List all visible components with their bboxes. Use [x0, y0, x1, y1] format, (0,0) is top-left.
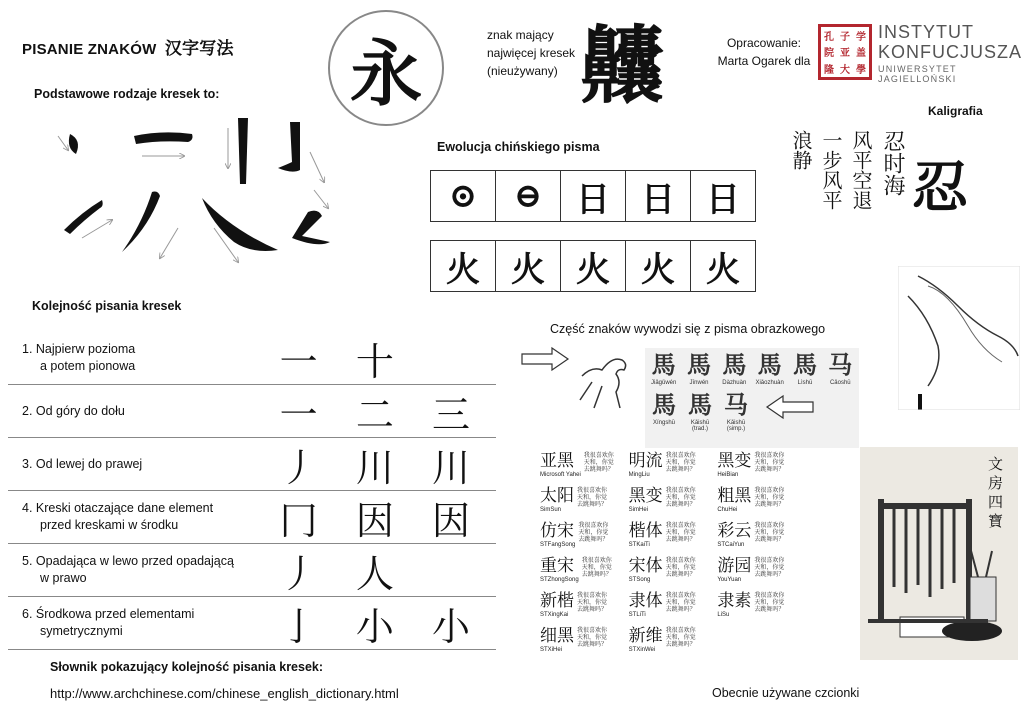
logo-char: 學	[856, 65, 866, 77]
font-text-block: 我很喜欢你 天和，你觉 去跳舞吗？	[665, 627, 696, 648]
font-chars: 黑变	[628, 486, 663, 506]
stroke-order-label	[8, 341, 264, 375]
stroke-order-char: 小	[431, 604, 470, 649]
font-name: STLiTi	[628, 612, 646, 618]
horse-script-name: Xíngshū	[652, 420, 676, 426]
calligraphy-heading: Kaligrafia	[928, 104, 983, 118]
most-strokes-note-line: (nieużywany)	[487, 64, 558, 78]
stroke-bend	[292, 190, 330, 244]
font-chars: 仿宋	[540, 521, 574, 541]
font-chars: 重宋	[540, 556, 574, 576]
font-chars: 明流	[628, 451, 663, 471]
evolution-cell: 火	[706, 249, 740, 290]
most-strokes-note-line: znak mający	[487, 28, 554, 42]
calligraphy-column: 浪静	[789, 130, 813, 170]
font-chars: 楷体	[628, 521, 663, 541]
stroke-order-char: 亅	[279, 604, 318, 649]
dictionary-link[interactable]: http://www.archchinese.com/chinese_english_dictionary.html	[50, 686, 399, 701]
stroke-order-chars	[264, 490, 496, 545]
font-name: STSong	[628, 577, 651, 583]
horse-script-cell	[682, 350, 715, 386]
font-sample	[540, 592, 623, 619]
label-line: przed kreskami w środku	[40, 518, 179, 532]
four-treasures-illustration	[860, 447, 1018, 660]
horse-script-name: Lìshū	[797, 380, 813, 386]
stroke-order-row	[8, 438, 496, 491]
logo-char: 亚	[840, 48, 850, 60]
stroke-order-table	[8, 332, 496, 650]
calligraphy-column: 一步风平	[819, 130, 843, 210]
font-sample	[629, 522, 712, 549]
stroke-order-char: 三	[431, 392, 470, 437]
label-line: symetrycznymi	[40, 624, 123, 638]
logo-char: 大	[840, 65, 850, 77]
stroke-order-char: 川	[355, 445, 394, 490]
evolution-cell: ⊖	[496, 171, 561, 221]
font-text-block: 我很喜欢你 天和，你觉 去跳舞吗？	[665, 557, 696, 578]
logo-char: 盖	[856, 48, 866, 60]
evolution-row-fire	[430, 240, 756, 292]
horse-script-cell	[683, 390, 717, 432]
font-name: STFangSong	[540, 542, 576, 548]
stroke-order-label	[8, 606, 264, 640]
calligraphy-sample	[790, 130, 1020, 240]
font-name: STXiHei	[540, 647, 563, 653]
stroke-vertical	[228, 118, 248, 184]
logo-char: 学	[856, 31, 866, 43]
fonts-caption: Obecnie używane czcionki	[712, 686, 860, 700]
font-name: SimSun	[540, 507, 562, 513]
stroke-order-heading: Kolejność pisania kresek	[32, 299, 182, 313]
stroke-order-char: 川	[431, 445, 470, 490]
font-text-block: 我很喜欢你 天和，你觉 去跳舞吗？	[583, 452, 614, 473]
stroke-order-chars	[264, 543, 496, 598]
evolution-cell: 火	[496, 241, 561, 291]
font-chars: 黑变	[717, 451, 752, 471]
font-sample	[540, 452, 623, 479]
font-sample	[540, 522, 623, 549]
calligraphy-column: 忍时海	[880, 130, 905, 196]
label-line: 6. Środkowa przed elementami	[22, 607, 195, 621]
font-text-block: 我很喜欢你 天和，你觉 去跳舞吗？	[754, 522, 785, 543]
font-chars: 粗黑	[717, 486, 752, 506]
institute-subtitle: UNIWERSYTET JAGIELLOŃSKI	[878, 64, 957, 84]
horse-script-name: Jīnwén	[689, 380, 709, 386]
font-chars: 太阳	[540, 486, 574, 506]
pictographic-illustration	[898, 266, 1020, 410]
logo-char: 孔	[824, 31, 834, 43]
stroke-order-label	[8, 553, 264, 587]
horse-glyph: 馬	[651, 350, 676, 379]
page-title-chinese: 汉字写法	[164, 39, 234, 59]
font-name: STKaiTi	[628, 542, 650, 548]
page-title	[22, 34, 234, 59]
stroke-order-row	[8, 332, 496, 385]
stroke-order-char	[416, 543, 486, 598]
font-sample	[629, 592, 712, 619]
stroke-order-char: 十	[355, 339, 394, 384]
stroke-order-char	[416, 331, 486, 386]
credit	[714, 34, 814, 70]
title-char: 四	[988, 493, 1004, 511]
evolution-cell: 火	[626, 241, 691, 291]
evolution-heading: Ewolucja chińskiego pisma	[437, 140, 600, 154]
horse-script-cell	[719, 390, 753, 432]
font-sample	[540, 627, 623, 654]
horse-script-name: Cǎoshū	[829, 380, 851, 386]
stroke-right-falling	[202, 198, 278, 262]
calligraphy-big-character: 忍	[912, 155, 968, 221]
font-text-block: 我很喜欢你 天和，你觉 去跳舞吗？	[577, 627, 608, 648]
font-sample	[629, 557, 712, 584]
stroke-order-char: 因	[431, 498, 470, 543]
horse-glyph: 马	[828, 350, 853, 379]
font-sample	[717, 557, 800, 584]
font-text-block: 我很喜欢你 天和，你觉 去跳舞吗？	[665, 487, 696, 508]
stroke-order-row	[8, 597, 496, 650]
font-chars: 隶素	[717, 591, 752, 611]
horse-glyph: 馬	[757, 350, 782, 379]
font-sample	[717, 522, 800, 549]
font-sample	[629, 487, 712, 514]
evolution-cell: 日	[561, 171, 626, 221]
evolution-cell: 日	[706, 179, 740, 220]
font-chars: 彩云	[717, 521, 752, 541]
label-line: 1. Najpierw pozioma	[22, 342, 136, 356]
horse-script-cell	[647, 350, 680, 386]
font-text-block: 我很喜欢你 天和，你觉 去跳舞吗？	[754, 557, 785, 578]
stroke-order-char: 丿	[279, 445, 318, 490]
horse-glyph: 馬	[722, 350, 747, 379]
horse-script-name: Kǎishū	[726, 420, 746, 426]
arrow-right-icon	[520, 346, 570, 372]
evolution-cell: ⊙	[431, 171, 496, 221]
horse-script-cell	[824, 350, 857, 386]
font-sample	[717, 592, 800, 619]
font-name: HeiBian	[717, 472, 739, 478]
title-char: 寶	[988, 512, 1004, 530]
horse-script-cell	[718, 350, 751, 386]
font-chars: 隶体	[628, 591, 663, 611]
label-line: 2. Od góry do dołu	[22, 403, 125, 418]
stroke-order-label	[8, 403, 264, 420]
stroke-order-char: 小	[355, 604, 394, 649]
stroke-rise	[64, 200, 112, 238]
yong-character: 永	[349, 31, 422, 116]
horse-script-cell	[647, 390, 681, 426]
horse-script-name: Jiǎgǔwén	[650, 380, 677, 386]
horse-script-note: (simp.)	[726, 426, 746, 432]
font-text-block: 我很喜欢你 天和，你觉 去跳舞吗？	[665, 522, 696, 543]
stroke-order-chars	[264, 384, 496, 439]
font-text-block: 我很喜欢你 天和，你觉 去跳舞吗？	[577, 487, 608, 508]
font-chars: 新楷	[540, 591, 574, 611]
font-name: STXinWei	[628, 647, 656, 653]
font-text-block: 我很喜欢你 天和，你觉 去跳舞吗？	[578, 522, 609, 543]
font-text-block: 我很喜欢你 天和，你觉 去跳舞吗？	[754, 592, 785, 613]
horse-script-name: Dàzhuàn	[722, 380, 747, 386]
pictographic-heading: Część znaków wywodzi się z pisma obrazkowego	[550, 322, 826, 336]
horse-glyph: 馬	[686, 350, 711, 379]
institute-name-line-1: INSTYTUT	[878, 22, 974, 42]
font-name: YouYuan	[717, 577, 742, 583]
four-treasures-title	[988, 455, 1004, 531]
horse-script-cell	[788, 350, 821, 386]
stroke-left-falling	[122, 192, 178, 259]
evolution-cell: 火	[431, 241, 496, 291]
evolution-cell: 日	[626, 171, 691, 221]
logo-char: 子	[840, 31, 850, 43]
font-sample	[717, 487, 800, 514]
font-text-block: 我很喜欢你 天和，你觉 去跳舞吗？	[665, 452, 696, 473]
horse-evolution-bottom-row	[645, 386, 859, 432]
font-name: SimHei	[628, 507, 648, 513]
font-name: STCaiYun	[717, 542, 745, 548]
font-text-block: 我很喜欢你 天和，你觉 去跳舞吗？	[577, 592, 608, 613]
font-chars: 宋体	[628, 556, 663, 576]
horse-glyph: 馬	[652, 390, 676, 419]
label-line: 4. Kreski otaczające dane element	[22, 501, 214, 515]
institute-name-line-2: KONFUCJUSZA	[878, 42, 1023, 62]
font-chars: 细黑	[540, 626, 574, 646]
stroke-order-char: 一	[279, 339, 318, 384]
stroke-order-char: 二	[355, 392, 394, 437]
font-text-block: 我很喜欢你 天和，你觉 去跳舞吗？	[754, 452, 785, 473]
stroke-horizontal	[134, 132, 193, 156]
font-text-block: 我很喜欢你 天和，你觉 去跳舞吗？	[581, 557, 612, 578]
font-name: Microsoft Yahei	[540, 472, 581, 478]
label-line: 3. Od lewej do prawej	[22, 456, 143, 471]
stroke-order-char: 一	[279, 392, 318, 437]
horse-glyph: 馬	[792, 350, 817, 379]
font-sample	[540, 487, 623, 514]
arrow-left-icon	[765, 394, 815, 420]
horse-glyph: 马	[724, 390, 748, 419]
stroke-order-chars	[264, 437, 496, 492]
stroke-order-label	[8, 456, 264, 473]
most-strokes-note-line: najwięcej kresek	[487, 46, 576, 60]
label-line: a potem pionowa	[40, 359, 136, 373]
font-chars: 新维	[628, 626, 663, 646]
logo-char: 院	[824, 48, 834, 60]
title-char: 文	[988, 455, 1004, 473]
horse-script-cell	[753, 350, 786, 386]
credit-line-1: Opracowanie:	[726, 36, 802, 50]
basic-strokes-illustration	[52, 112, 342, 272]
calligraphy-column: 风平空退	[849, 130, 873, 210]
horse-glyph: 馬	[688, 390, 712, 419]
font-name: STZhongSong	[540, 577, 579, 583]
stroke-order-row	[8, 385, 496, 438]
evolution-cell: 火	[561, 241, 626, 291]
horse-script-name: Kǎishū	[690, 420, 710, 426]
font-text-block: 我很喜欢你 天和，你觉 去跳舞吗？	[665, 592, 696, 613]
basic-strokes-heading: Podstawowe rodzaje kresek to:	[34, 87, 220, 101]
institute-name	[878, 22, 1022, 62]
stroke-hook	[278, 122, 324, 182]
page-title-main: PISANIE ZNAKÓW	[22, 41, 157, 58]
dictionary-heading: Słownik pokazujący kolejność pisania kresek:	[50, 660, 324, 674]
label-line: 5. Opadająca w lewo przed opadającą	[22, 554, 234, 568]
stroke-order-char: 丿	[279, 551, 318, 596]
stroke-order-chars	[264, 331, 496, 386]
font-name: MingLiu	[628, 472, 650, 478]
font-name: LiSu	[717, 612, 730, 618]
stroke-dot	[58, 134, 78, 154]
horse-evolution-top-row	[645, 348, 859, 386]
font-name: STXingKai	[540, 612, 569, 618]
most-strokes-character: 齉	[580, 16, 665, 115]
stroke-order-char: 人	[355, 551, 394, 596]
horse-drawing-icon	[572, 346, 636, 416]
institute-logo	[818, 24, 872, 80]
stroke-order-label	[8, 500, 264, 534]
stroke-order-row	[8, 491, 496, 544]
yong-character-circle	[328, 10, 444, 126]
label-line: w prawo	[40, 571, 87, 585]
title-char: 房	[988, 474, 1004, 492]
stroke-order-char: 因	[355, 498, 394, 543]
fonts-grid	[540, 452, 800, 654]
evolution-row-sun	[430, 170, 756, 222]
stroke-order-chars	[264, 596, 496, 651]
horse-script-note: (trad.)	[691, 426, 708, 432]
most-strokes-note	[487, 26, 575, 80]
horse-evolution-panel	[645, 348, 859, 448]
font-sample	[717, 452, 800, 479]
font-sample	[540, 557, 623, 584]
font-sample	[629, 452, 712, 479]
font-chars: 游园	[717, 556, 752, 576]
font-name: ChuHei	[717, 507, 738, 513]
font-chars: 亚黑	[540, 451, 574, 471]
stroke-order-row	[8, 544, 496, 597]
font-sample	[629, 627, 712, 654]
logo-char: 隆	[824, 65, 834, 77]
credit-line-2: Marta Ogarek dla	[717, 54, 811, 68]
stroke-order-char: 冂	[279, 498, 318, 543]
horse-script-name: Xiǎozhuàn	[755, 380, 784, 386]
font-text-block: 我很喜欢你 天和，你觉 去跳舞吗？	[754, 487, 785, 508]
